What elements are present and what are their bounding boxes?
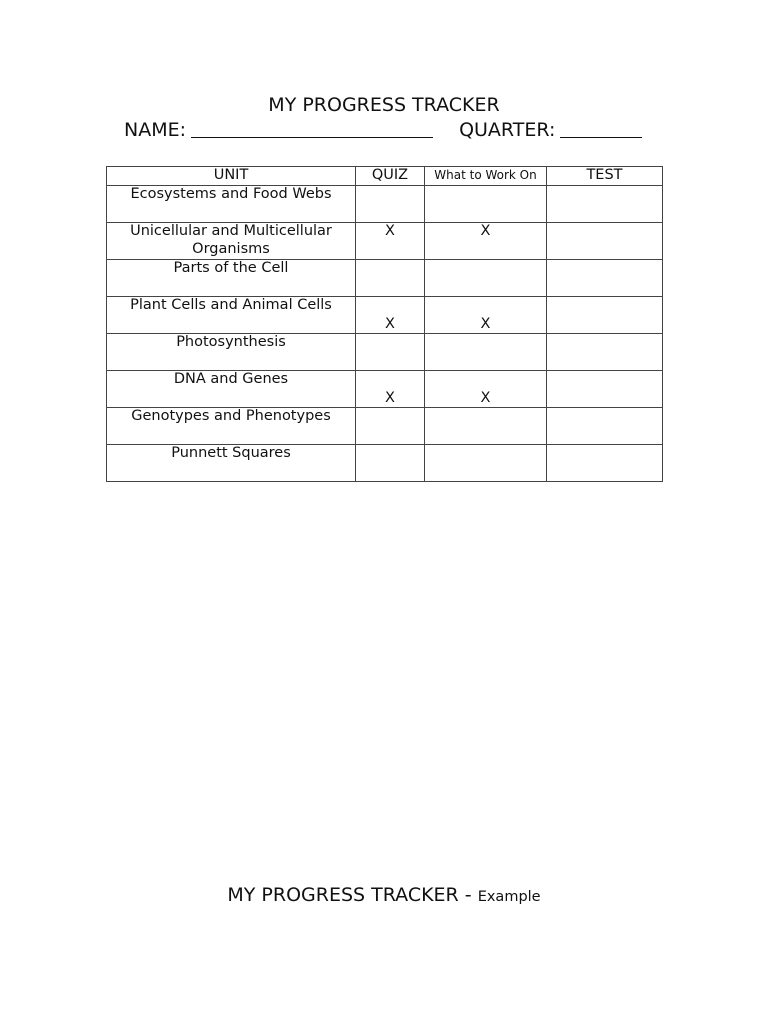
unit-cell: Photosynthesis	[107, 334, 356, 371]
table-row	[107, 408, 663, 445]
test-cell	[547, 260, 663, 297]
quiz-cell: X	[356, 297, 425, 334]
what-to-work-on-cell: X	[425, 223, 547, 260]
column-header-quiz: QUIZ	[356, 167, 425, 186]
test-cell	[547, 371, 663, 408]
what-to-work-on-cell	[425, 260, 547, 297]
progress-table	[106, 166, 663, 482]
test-cell	[547, 297, 663, 334]
table-body	[107, 186, 663, 482]
what-to-work-on-cell	[425, 186, 547, 223]
unit-cell: Unicellular and Multicellular Organisms	[107, 223, 356, 260]
quarter-label: QUARTER:	[459, 119, 556, 141]
column-header-test: TEST	[547, 167, 663, 186]
unit-cell: Punnett Squares	[107, 445, 356, 482]
test-cell	[547, 223, 663, 260]
unit-cell: DNA and Genes	[107, 371, 356, 408]
table-row	[107, 260, 663, 297]
test-cell	[547, 334, 663, 371]
footer-title-main: MY PROGRESS TRACKER -	[227, 884, 478, 906]
table-row	[107, 334, 663, 371]
table-row	[107, 297, 663, 334]
table-row	[107, 223, 663, 260]
page-title: MY PROGRESS TRACKER	[268, 94, 500, 116]
quiz-cell	[356, 186, 425, 223]
test-cell	[547, 445, 663, 482]
quiz-cell	[356, 408, 425, 445]
table-row	[107, 445, 663, 482]
name-label: NAME:	[124, 119, 187, 141]
quiz-cell	[356, 445, 425, 482]
quiz-cell	[356, 260, 425, 297]
quiz-cell	[356, 334, 425, 371]
column-header-what-to-work-on: What to Work On	[425, 167, 547, 186]
what-to-work-on-cell	[425, 445, 547, 482]
what-to-work-on-cell: X	[425, 297, 547, 334]
table-row	[107, 186, 663, 223]
what-to-work-on-cell	[425, 334, 547, 371]
unit-cell: Parts of the Cell	[107, 260, 356, 297]
unit-cell: Genotypes and Phenotypes	[107, 408, 356, 445]
name-quarter-line	[124, 117, 642, 142]
unit-cell: Plant Cells and Animal Cells	[107, 297, 356, 334]
column-header-unit: UNIT	[107, 167, 356, 186]
quarter-blank-field[interactable]	[560, 119, 642, 138]
footer-title	[0, 882, 768, 910]
table-row	[107, 371, 663, 408]
what-to-work-on-cell: X	[425, 371, 547, 408]
quiz-cell: X	[356, 223, 425, 260]
unit-cell: Ecosystems and Food Webs	[107, 186, 356, 223]
footer-title-subtitle: Example	[477, 889, 541, 905]
table-header-row	[107, 167, 663, 186]
test-cell	[547, 408, 663, 445]
what-to-work-on-cell	[425, 408, 547, 445]
quiz-cell: X	[356, 371, 425, 408]
test-cell	[547, 186, 663, 223]
name-blank-field[interactable]	[191, 119, 433, 138]
